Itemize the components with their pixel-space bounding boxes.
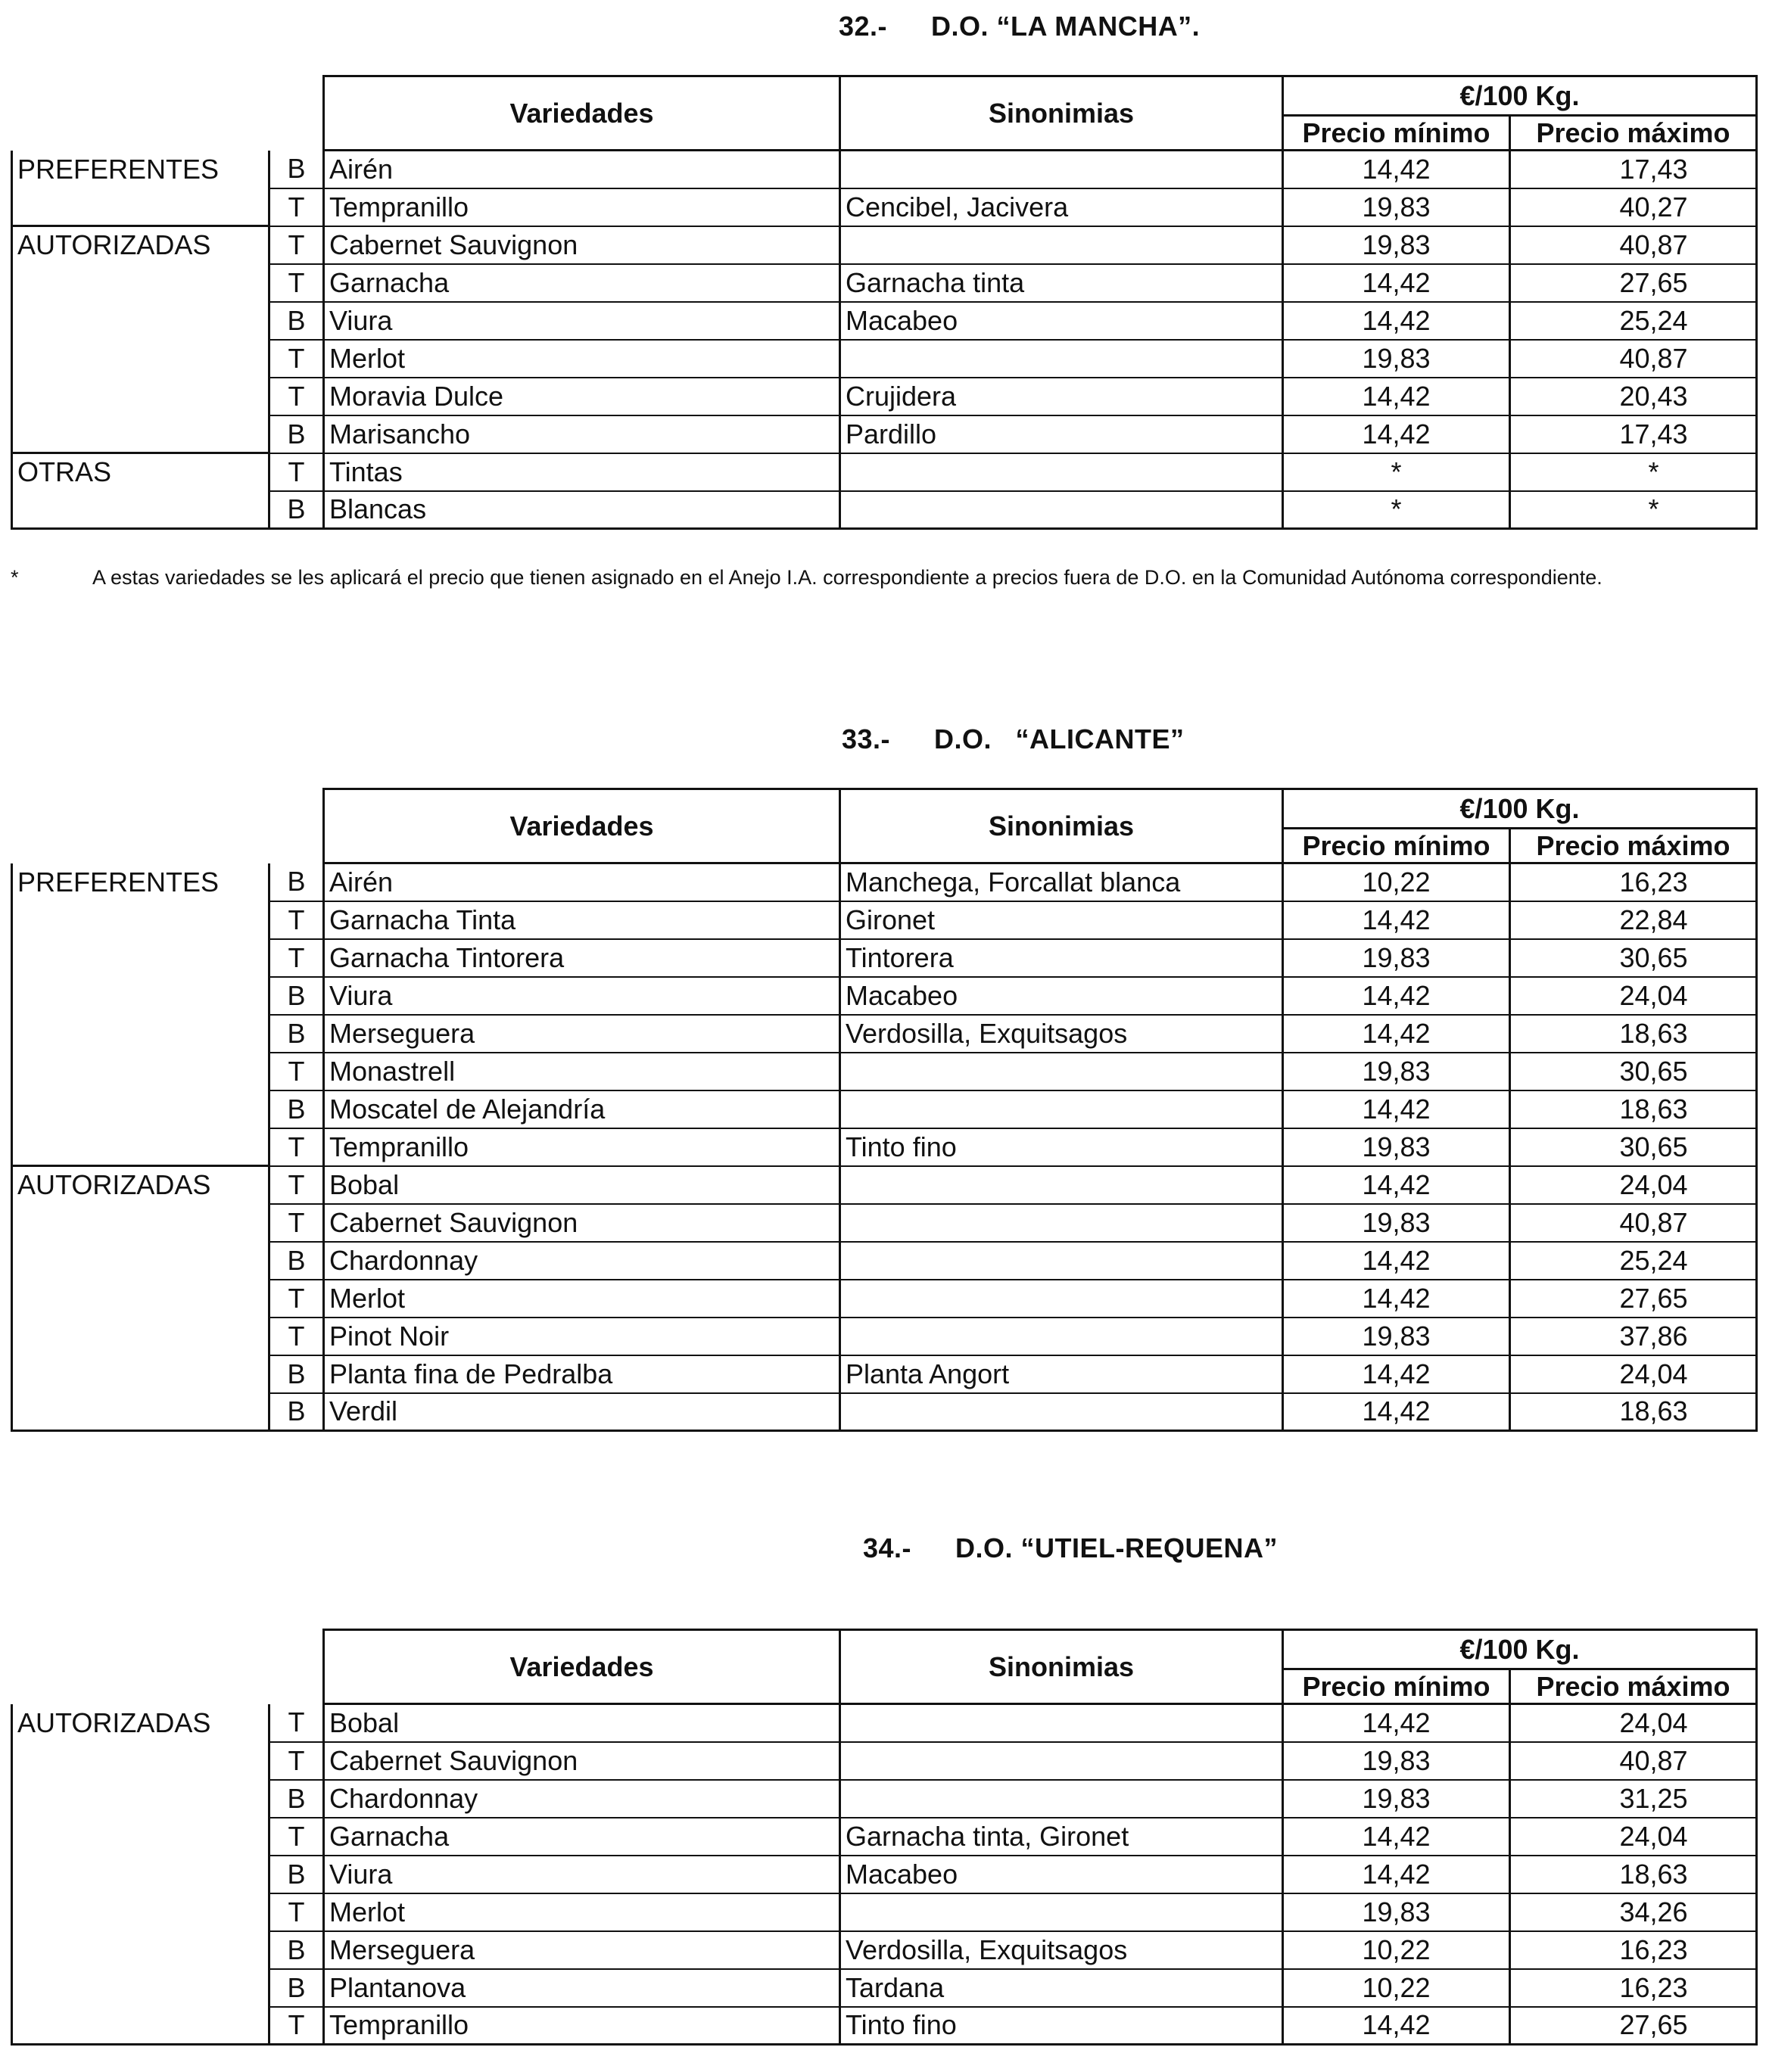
category-cell: [12, 901, 269, 939]
max-price-cell: *: [1510, 491, 1757, 529]
category-cell: [12, 1931, 269, 1969]
table-row: [12, 977, 1757, 1015]
section-number: 33.-: [842, 723, 891, 754]
max-price-cell: 30,65: [1510, 939, 1757, 977]
header-precio-minimo: Precio mínimo: [1283, 829, 1510, 863]
synonyms-cell: Macabeo: [840, 1856, 1283, 1893]
section-number: 34.-: [863, 1532, 912, 1563]
max-price-cell: 17,43: [1510, 151, 1757, 188]
header-sinonimias: Sinonimias: [840, 789, 1283, 863]
synonyms-cell: [840, 1393, 1283, 1431]
category-cell: [12, 264, 269, 302]
type-cell: B: [269, 491, 324, 529]
table-row: [12, 1780, 1757, 1818]
variety-cell: Merlot: [324, 340, 840, 378]
variety-cell: Chardonnay: [324, 1780, 840, 1818]
variety-cell: Tempranillo: [324, 1128, 840, 1166]
type-cell: B: [269, 1015, 324, 1053]
max-price-cell: 18,63: [1510, 1015, 1757, 1053]
min-price-cell: 10,22: [1283, 863, 1510, 901]
variety-cell: Viura: [324, 977, 840, 1015]
footnote-mark: *: [11, 566, 19, 589]
max-price-cell: 24,04: [1510, 1818, 1757, 1856]
synonyms-cell: [840, 1704, 1283, 1742]
table-row: [12, 491, 1757, 529]
table-row: [12, 1856, 1757, 1893]
header-precio-maximo: Precio máximo: [1510, 829, 1757, 863]
synonyms-cell: Macabeo: [840, 302, 1283, 340]
max-price-cell: 40,87: [1510, 340, 1757, 378]
category-cell: [12, 1856, 269, 1893]
section-number: 32.-: [839, 11, 888, 42]
type-cell: B: [269, 1242, 324, 1280]
variety-cell: Garnacha: [324, 264, 840, 302]
max-price-cell: 31,25: [1510, 1780, 1757, 1818]
type-cell: T: [269, 1742, 324, 1780]
variety-cell: Merlot: [324, 1280, 840, 1318]
min-price-cell: 14,42: [1283, 1355, 1510, 1393]
synonyms-cell: [840, 1780, 1283, 1818]
max-price-cell: 18,63: [1510, 1090, 1757, 1128]
synonyms-cell: [840, 340, 1283, 378]
category-cell: [12, 1818, 269, 1856]
variety-cell: Viura: [324, 302, 840, 340]
table-row: [12, 302, 1757, 340]
variety-cell: Marisancho: [324, 415, 840, 453]
max-price-cell: 16,23: [1510, 863, 1757, 901]
variety-cell: Airén: [324, 863, 840, 901]
synonyms-cell: Cencibel, Jacivera: [840, 188, 1283, 226]
max-price-cell: 25,24: [1510, 1242, 1757, 1280]
table-row: [12, 2007, 1757, 2045]
category-cell: [12, 2007, 269, 2045]
table-row: [12, 1318, 1757, 1355]
synonyms-cell: Garnacha tinta: [840, 264, 1283, 302]
max-price-cell: 17,43: [1510, 415, 1757, 453]
type-cell: T: [269, 939, 324, 977]
type-cell: T: [269, 264, 324, 302]
header-spacer: [12, 789, 324, 863]
category-cell: [12, 939, 269, 977]
section-title: [839, 11, 1200, 42]
type-cell: T: [269, 1818, 324, 1856]
max-price-cell: 18,63: [1510, 1393, 1757, 1431]
type-cell: B: [269, 863, 324, 901]
table-row: [12, 901, 1757, 939]
category-cell: [12, 188, 269, 226]
type-cell: T: [269, 453, 324, 491]
table-row: [12, 1090, 1757, 1128]
type-cell: B: [269, 151, 324, 188]
category-cell: [12, 1015, 269, 1053]
min-price-cell: 14,42: [1283, 302, 1510, 340]
max-price-cell: 40,27: [1510, 188, 1757, 226]
variety-cell: Moscatel de Alejandría: [324, 1090, 840, 1128]
table-row: [12, 1355, 1757, 1393]
min-price-cell: 19,83: [1283, 939, 1510, 977]
variety-cell: Viura: [324, 1856, 840, 1893]
header-sinonimias: Sinonimias: [840, 1630, 1283, 1704]
header-precio-minimo: Precio mínimo: [1283, 116, 1510, 151]
type-cell: T: [269, 378, 324, 415]
max-price-cell: *: [1510, 453, 1757, 491]
category-cell: OTRAS: [12, 453, 269, 491]
section-heading: D.O. “UTIEL-REQUENA”: [955, 1532, 1279, 1563]
category-cell: AUTORIZADAS: [12, 1166, 269, 1204]
type-cell: T: [269, 1053, 324, 1090]
max-price-cell: 24,04: [1510, 1704, 1757, 1742]
synonyms-cell: [840, 1204, 1283, 1242]
min-price-cell: 14,42: [1283, 1280, 1510, 1318]
min-price-cell: 19,83: [1283, 1318, 1510, 1355]
header-row: [12, 1630, 1757, 1669]
table-row: [12, 453, 1757, 491]
max-price-cell: 18,63: [1510, 1856, 1757, 1893]
table-row: [12, 1280, 1757, 1318]
synonyms-cell: Manchega, Forcallat blanca: [840, 863, 1283, 901]
variety-cell: Planta fina de Pedralba: [324, 1355, 840, 1393]
variety-cell: Chardonnay: [324, 1242, 840, 1280]
variety-cell: Plantanova: [324, 1969, 840, 2007]
min-price-cell: 14,42: [1283, 1242, 1510, 1280]
variety-cell: Garnacha Tintorera: [324, 939, 840, 977]
table-row: [12, 939, 1757, 977]
synonyms-cell: [840, 1742, 1283, 1780]
category-cell: [12, 1393, 269, 1431]
type-cell: T: [269, 1893, 324, 1931]
type-cell: T: [269, 1704, 324, 1742]
header-spacer: [12, 1630, 324, 1704]
min-price-cell: 14,42: [1283, 901, 1510, 939]
category-cell: [12, 1053, 269, 1090]
max-price-cell: 16,23: [1510, 1931, 1757, 1969]
header-spacer: [12, 76, 324, 151]
synonyms-cell: Verdosilla, Exquitsagos: [840, 1015, 1283, 1053]
type-cell: T: [269, 1318, 324, 1355]
category-cell: [12, 1355, 269, 1393]
type-cell: T: [269, 188, 324, 226]
category-cell: PREFERENTES: [12, 863, 269, 901]
prices-table: [11, 788, 1758, 1432]
min-price-cell: 19,83: [1283, 1128, 1510, 1166]
category-cell: [12, 378, 269, 415]
min-price-cell: 14,42: [1283, 1818, 1510, 1856]
table-row: [12, 1818, 1757, 1856]
category-cell: [12, 302, 269, 340]
category-cell: [12, 1204, 269, 1242]
synonyms-cell: Planta Angort: [840, 1355, 1283, 1393]
table-row: [12, 226, 1757, 264]
type-cell: T: [269, 901, 324, 939]
table-row: [12, 1166, 1757, 1204]
table-row: [12, 340, 1757, 378]
synonyms-cell: [840, 151, 1283, 188]
table-row: [12, 1969, 1757, 2007]
prices-table: [11, 1629, 1758, 2046]
min-price-cell: 19,83: [1283, 1893, 1510, 1931]
max-price-cell: 16,23: [1510, 1969, 1757, 2007]
max-price-cell: 24,04: [1510, 1355, 1757, 1393]
variety-cell: Cabernet Sauvignon: [324, 1204, 840, 1242]
synonyms-cell: Pardillo: [840, 415, 1283, 453]
max-price-cell: 27,65: [1510, 1280, 1757, 1318]
variety-cell: Garnacha: [324, 1818, 840, 1856]
synonyms-cell: [840, 491, 1283, 529]
synonyms-cell: [840, 453, 1283, 491]
category-cell: [12, 415, 269, 453]
variety-cell: Blancas: [324, 491, 840, 529]
max-price-cell: 25,24: [1510, 302, 1757, 340]
synonyms-cell: [840, 1318, 1283, 1355]
table-row: [12, 1015, 1757, 1053]
type-cell: B: [269, 1090, 324, 1128]
category-cell: AUTORIZADAS: [12, 226, 269, 264]
type-cell: T: [269, 226, 324, 264]
max-price-cell: 27,65: [1510, 264, 1757, 302]
table-row: [12, 415, 1757, 453]
category-cell: [12, 1280, 269, 1318]
table-row: [12, 1053, 1757, 1090]
footnote-text: A estas variedades se les aplicará el precio que tienen asignado en el Anejo I.A. correspondiente a precios fuera de D.O. en la Comunidad Autónoma correspondiente.: [92, 566, 1602, 589]
type-cell: T: [269, 2007, 324, 2045]
variety-cell: Moravia Dulce: [324, 378, 840, 415]
type-cell: B: [269, 1355, 324, 1393]
table-row: [12, 1128, 1757, 1166]
type-cell: B: [269, 1969, 324, 2007]
synonyms-cell: [840, 1242, 1283, 1280]
category-cell: [12, 1242, 269, 1280]
header-row: [12, 789, 1757, 829]
variety-cell: Tintas: [324, 453, 840, 491]
table-row: [12, 1204, 1757, 1242]
header-precio-minimo: Precio mínimo: [1283, 1669, 1510, 1704]
max-price-cell: 27,65: [1510, 2007, 1757, 2045]
category-cell: [12, 491, 269, 529]
synonyms-cell: Gironet: [840, 901, 1283, 939]
header-precio-maximo: Precio máximo: [1510, 1669, 1757, 1704]
synonyms-cell: Tinto fino: [840, 1128, 1283, 1166]
variety-cell: Pinot Noir: [324, 1318, 840, 1355]
min-price-cell: 14,42: [1283, 977, 1510, 1015]
min-price-cell: 14,42: [1283, 2007, 1510, 2045]
min-price-cell: 14,42: [1283, 1015, 1510, 1053]
category-cell: [12, 340, 269, 378]
max-price-cell: 22,84: [1510, 901, 1757, 939]
type-cell: T: [269, 340, 324, 378]
variety-cell: Airén: [324, 151, 840, 188]
section-title: [863, 1532, 1278, 1564]
min-price-cell: 19,83: [1283, 1204, 1510, 1242]
synonyms-cell: Tardana: [840, 1969, 1283, 2007]
type-cell: B: [269, 1780, 324, 1818]
variety-cell: Merseguera: [324, 1015, 840, 1053]
max-price-cell: 34,26: [1510, 1893, 1757, 1931]
min-price-cell: 14,42: [1283, 264, 1510, 302]
max-price-cell: 20,43: [1510, 378, 1757, 415]
max-price-cell: 24,04: [1510, 1166, 1757, 1204]
table-row: [12, 1931, 1757, 1969]
category-cell: [12, 1780, 269, 1818]
header-variedades: Variedades: [324, 76, 840, 151]
variety-cell: Garnacha Tinta: [324, 901, 840, 939]
category-cell: [12, 1318, 269, 1355]
header-row: [12, 76, 1757, 116]
min-price-cell: 14,42: [1283, 151, 1510, 188]
category-cell: AUTORIZADAS: [12, 1704, 269, 1742]
min-price-cell: 14,42: [1283, 1856, 1510, 1893]
type-cell: T: [269, 1280, 324, 1318]
max-price-cell: 30,65: [1510, 1128, 1757, 1166]
variety-cell: Cabernet Sauvignon: [324, 226, 840, 264]
variety-cell: Tempranillo: [324, 2007, 840, 2045]
header-price-group: €/100 Kg.: [1283, 789, 1757, 829]
table-row: [12, 1742, 1757, 1780]
table-row: [12, 264, 1757, 302]
min-price-cell: 19,83: [1283, 226, 1510, 264]
synonyms-cell: [840, 1280, 1283, 1318]
table-row: [12, 188, 1757, 226]
max-price-cell: 24,04: [1510, 977, 1757, 1015]
synonyms-cell: [840, 1893, 1283, 1931]
variety-cell: Verdil: [324, 1393, 840, 1431]
type-cell: B: [269, 977, 324, 1015]
table-row: [12, 1704, 1757, 1742]
min-price-cell: 14,42: [1283, 1393, 1510, 1431]
table-row: [12, 151, 1757, 188]
section-title: [842, 723, 1185, 755]
variety-cell: Bobal: [324, 1704, 840, 1742]
table-row: [12, 1893, 1757, 1931]
min-price-cell: 10,22: [1283, 1969, 1510, 2007]
synonyms-cell: [840, 1090, 1283, 1128]
synonyms-cell: Tinto fino: [840, 2007, 1283, 2045]
table-row: [12, 378, 1757, 415]
header-sinonimias: Sinonimias: [840, 76, 1283, 151]
table-row: [12, 1242, 1757, 1280]
min-price-cell: *: [1283, 453, 1510, 491]
max-price-cell: 37,86: [1510, 1318, 1757, 1355]
min-price-cell: 14,42: [1283, 1166, 1510, 1204]
category-cell: [12, 1742, 269, 1780]
header-variedades: Variedades: [324, 789, 840, 863]
synonyms-cell: [840, 1053, 1283, 1090]
synonyms-cell: Verdosilla, Exquitsagos: [840, 1931, 1283, 1969]
type-cell: T: [269, 1166, 324, 1204]
variety-cell: Bobal: [324, 1166, 840, 1204]
variety-cell: Cabernet Sauvignon: [324, 1742, 840, 1780]
synonyms-cell: Crujidera: [840, 378, 1283, 415]
header-precio-maximo: Precio máximo: [1510, 116, 1757, 151]
min-price-cell: *: [1283, 491, 1510, 529]
min-price-cell: 19,83: [1283, 1780, 1510, 1818]
category-cell: [12, 977, 269, 1015]
type-cell: B: [269, 415, 324, 453]
min-price-cell: 14,42: [1283, 378, 1510, 415]
variety-cell: Merseguera: [324, 1931, 840, 1969]
category-cell: [12, 1969, 269, 2007]
min-price-cell: 10,22: [1283, 1931, 1510, 1969]
synonyms-cell: [840, 226, 1283, 264]
header-variedades: Variedades: [324, 1630, 840, 1704]
category-cell: [12, 1893, 269, 1931]
variety-cell: Tempranillo: [324, 188, 840, 226]
max-price-cell: 40,87: [1510, 226, 1757, 264]
type-cell: B: [269, 1393, 324, 1431]
synonyms-cell: Macabeo: [840, 977, 1283, 1015]
footnote: [11, 563, 1759, 592]
min-price-cell: 19,83: [1283, 1053, 1510, 1090]
type-cell: B: [269, 1931, 324, 1969]
type-cell: T: [269, 1128, 324, 1166]
min-price-cell: 19,83: [1283, 1742, 1510, 1780]
synonyms-cell: Garnacha tinta, Gironet: [840, 1818, 1283, 1856]
header-price-group: €/100 Kg.: [1283, 76, 1757, 116]
max-price-cell: 40,87: [1510, 1204, 1757, 1242]
variety-cell: Merlot: [324, 1893, 840, 1931]
table-row: [12, 863, 1757, 901]
prices-table: [11, 75, 1758, 530]
table-row: [12, 1393, 1757, 1431]
max-price-cell: 30,65: [1510, 1053, 1757, 1090]
min-price-cell: 19,83: [1283, 340, 1510, 378]
synonyms-cell: Tintorera: [840, 939, 1283, 977]
category-cell: [12, 1128, 269, 1166]
min-price-cell: 14,42: [1283, 1704, 1510, 1742]
min-price-cell: 19,83: [1283, 188, 1510, 226]
type-cell: B: [269, 1856, 324, 1893]
synonyms-cell: [840, 1166, 1283, 1204]
max-price-cell: 40,87: [1510, 1742, 1757, 1780]
type-cell: T: [269, 1204, 324, 1242]
category-cell: [12, 1090, 269, 1128]
section-heading: D.O. “LA MANCHA”.: [931, 11, 1201, 42]
min-price-cell: 14,42: [1283, 415, 1510, 453]
section-heading: D.O. “ALICANTE”: [934, 723, 1185, 754]
type-cell: B: [269, 302, 324, 340]
header-price-group: €/100 Kg.: [1283, 1630, 1757, 1669]
category-cell: PREFERENTES: [12, 151, 269, 188]
variety-cell: Monastrell: [324, 1053, 840, 1090]
min-price-cell: 14,42: [1283, 1090, 1510, 1128]
